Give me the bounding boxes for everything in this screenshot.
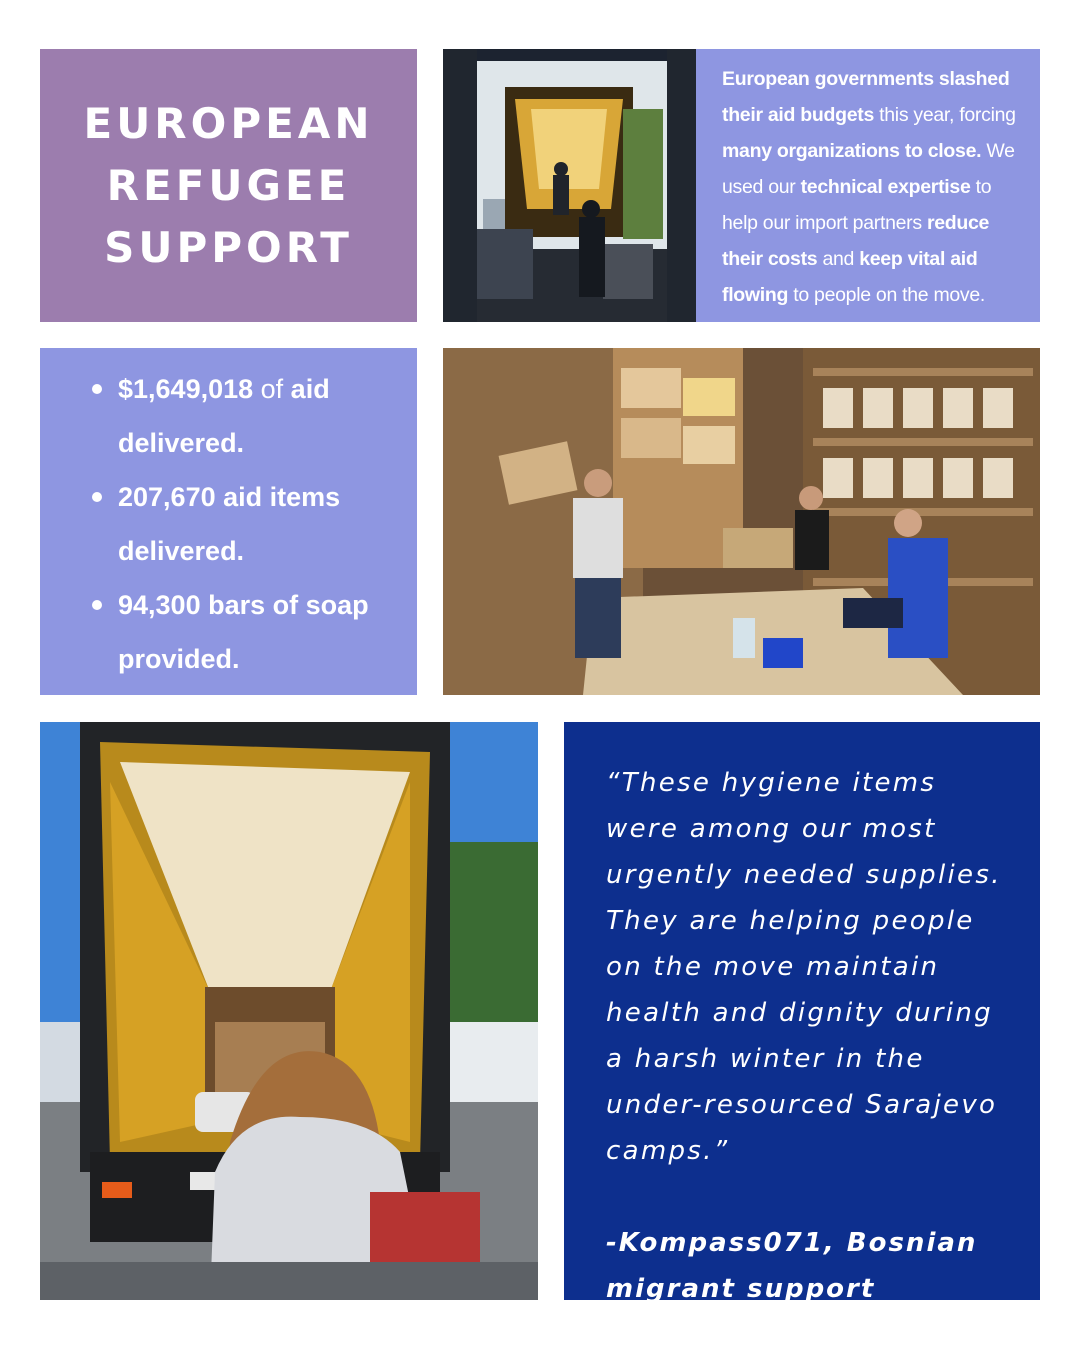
page-title bbox=[69, 93, 389, 279]
stat-aid-label: aid delivered. bbox=[118, 374, 330, 458]
intro-seg-4: technical expertise bbox=[800, 176, 971, 198]
title-line-2: REFUGEE bbox=[106, 160, 351, 210]
intro-panel bbox=[696, 49, 1040, 322]
stats-panel bbox=[40, 348, 417, 695]
stat-soap-text: 94,300 bars of soap provided. bbox=[118, 590, 369, 674]
stats-list bbox=[92, 362, 397, 686]
title-line-3: SUPPORT bbox=[104, 222, 353, 272]
photo-volunteers-sorting bbox=[443, 348, 1040, 695]
photo-warehouse-loading-image bbox=[443, 49, 696, 322]
title-panel bbox=[40, 49, 417, 322]
stat-aid-connector: of bbox=[253, 374, 291, 404]
stat-aid-value bbox=[92, 362, 397, 470]
testimonial-quote: “These hygiene items were among our most urgently needed supplies. They are helping people on the move maintain health and dignity during a harsh winter in the under-resourced Sarajevo camps.” bbox=[606, 768, 1002, 1166]
intro-seg-9: to people on the move. bbox=[788, 284, 986, 306]
photo-truck-loading bbox=[40, 722, 538, 1300]
intro-seg-5: to help our import partners bbox=[722, 176, 992, 234]
quote-panel bbox=[564, 722, 1040, 1350]
intro-seg-0: European governments slashed their aid budgets bbox=[722, 68, 1010, 126]
intro-seg-1: this year, forcing bbox=[874, 104, 1016, 126]
stat-aid-amount: $1,649,018 bbox=[118, 374, 254, 404]
photo-volunteers-sorting-image bbox=[443, 348, 1040, 695]
stat-aid-items-text: 207,670 aid items delivered. bbox=[118, 482, 341, 566]
intro-seg-8: keep vital aid flowing bbox=[722, 248, 978, 306]
photo-truck-loading-image bbox=[40, 722, 538, 1300]
intro-seg-2: many organizations to close. bbox=[722, 140, 982, 162]
intro-text bbox=[722, 61, 1022, 313]
stat-soap bbox=[92, 578, 397, 686]
stat-aid-items bbox=[92, 470, 397, 578]
intro-seg-3: We used our bbox=[722, 140, 1015, 198]
intro-seg-7: and bbox=[817, 248, 860, 270]
intro-seg-6: reduce their costs bbox=[722, 212, 990, 270]
photo-warehouse-loading bbox=[443, 49, 696, 322]
title-line-1: EUROPEAN bbox=[83, 98, 374, 148]
quote-attribution: -Kompass071, Bosnian migrant support collective bbox=[606, 1228, 978, 1350]
